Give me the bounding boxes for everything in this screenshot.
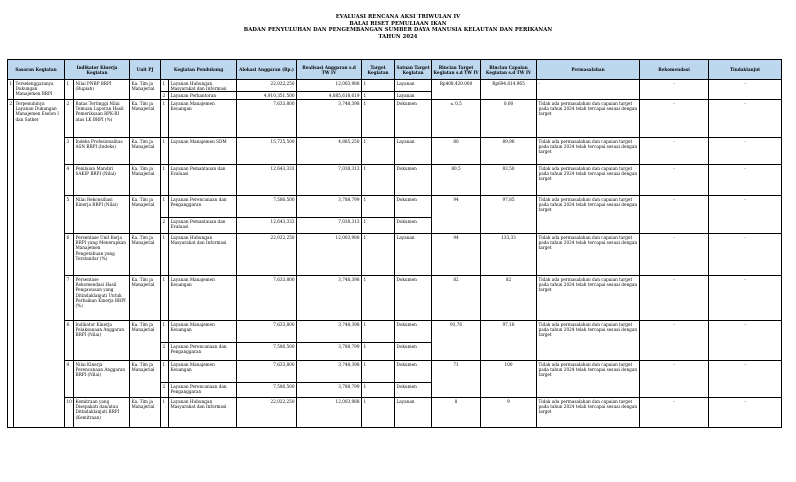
- kegiatan-name: Layanan Manajemen Keuangan: [169, 361, 237, 383]
- indikator-name: Nilai Kinerja Perencanaan Anggaran BRPI (Nilai): [74, 361, 130, 398]
- target-value: 1: [362, 383, 395, 398]
- header-kegiatan: Kegiatan Pendukung: [161, 60, 237, 80]
- realisasi-value: 3,748,398: [297, 361, 362, 383]
- alokasi-value: 7,633,800: [237, 100, 297, 138]
- target-value: 1: [362, 343, 395, 361]
- report-title-block: [0, 14, 796, 41]
- indikator-no: 3: [65, 138, 74, 165]
- realisasi-value: 3,748,398: [297, 100, 362, 138]
- report-year: TAHUN 2024: [378, 34, 418, 41]
- tindaklanjut-text: -: [709, 398, 782, 428]
- sasaran-no: 2: [8, 100, 14, 428]
- realisasi-value: 12,003,988: [297, 234, 362, 276]
- indikator-name: Persentase Unit Kerja BRPI yang Menerapkan Manajemen Pengetahuan yang Terstandar (%): [74, 234, 130, 276]
- table-row: [8, 100, 782, 138]
- table-row: [8, 276, 782, 321]
- tindaklanjut-text: -: [709, 100, 782, 138]
- indikator-no: 7: [65, 276, 74, 321]
- rincian-capaian-value: 82: [481, 276, 537, 321]
- kegiatan-no: 1: [161, 138, 169, 165]
- rincian-target-value: ≤ 0,5: [432, 100, 481, 138]
- tindaklanjut-text: -: [709, 321, 782, 361]
- satuan-value: Dokumen: [395, 321, 432, 343]
- alokasi-value: 7,586,500: [237, 196, 297, 218]
- permasalahan-text: Tidak ada permasalahan dan capaian target pada tahun 2024 telah tercapai sesuai dengan target: [537, 276, 640, 321]
- alokasi-value: 22,022,250: [237, 398, 297, 428]
- satuan-value: Dokumen: [395, 218, 432, 234]
- target-value: 1: [362, 234, 395, 276]
- unit-pj: Ka. Tim ja Manajerial: [130, 234, 161, 276]
- permasalahan-text: Tidak ada permasalahan dan capaian target pada tahun 2024 telah tercapai sesuai dengan target: [537, 196, 640, 234]
- rincian-target-value: 71: [432, 361, 481, 398]
- permasalahan-text: Tidak ada permasalahan dan capaian target pada tahun 2024 telah tercapai sesuai dengan target: [537, 100, 640, 138]
- satuan-value: Dokumen: [395, 100, 432, 138]
- indikator-no: 5: [65, 196, 74, 234]
- alokasi-value: 7,633,800: [237, 276, 297, 321]
- table-row: [8, 361, 782, 383]
- kegiatan-name: Layanan Pemantauan dan Evaluasi: [169, 165, 237, 196]
- indikator-no: 10: [65, 398, 74, 428]
- indikator-no: 2: [65, 100, 74, 138]
- permasalahan-text: Tidak ada permasalahan dan capaian target pada tahun 2024 telah tercapai sesuai dengan target: [537, 321, 640, 361]
- rincian-target-value: 93,76: [432, 321, 481, 361]
- alokasi-value: 7,586,500: [237, 383, 297, 398]
- satuan-value: Dokumen: [395, 361, 432, 383]
- rekomendasi-text: -: [640, 100, 709, 138]
- realisasi-value: 12,003,988: [297, 398, 362, 428]
- target-value: 1: [362, 100, 395, 138]
- kegiatan-name: Layanan Manajemen Keuangan: [169, 276, 237, 321]
- indikator-name: Nilai Rekonsiliasi Kinerja BRPI (Nilai): [74, 196, 130, 234]
- rincian-capaian-value: 100: [481, 361, 537, 398]
- tindaklanjut-text: -: [709, 276, 782, 321]
- target-value: 1: [362, 92, 395, 100]
- tindaklanjut-text: -: [709, 165, 782, 196]
- unit-pj: Ka. Tim ja Manajerial: [130, 138, 161, 165]
- indikator-name: Persentase Rekomendasi Hasil Pengawasan yang Ditindaklanjuti Untuk Perbaikan Kinerja BRPI (%): [74, 276, 130, 321]
- permasalahan-text: Tidak ada permasalahan dan capaian target pada tahun 2024 telah tercapai sesuai dengan target: [537, 138, 640, 165]
- indikator-no: 4: [65, 165, 74, 196]
- permasalahan-text: Tidak ada permasalahan dan capaian target pada tahun 2024 telah tercapai sesuai dengan target: [537, 165, 640, 196]
- alokasi-value: 12,643,333: [237, 218, 297, 234]
- alokasi-value: 7,633,800: [237, 361, 297, 383]
- rincian-target-value: 94: [432, 234, 481, 276]
- header-unit: Unit PJ: [130, 60, 161, 80]
- realisasi-value: 4,885,250: [297, 138, 362, 165]
- target-value: 1: [362, 80, 395, 92]
- report-institution: BALAI RISET PEMULIAAN IKAN: [349, 20, 447, 27]
- target-value: 1: [362, 138, 395, 165]
- rincian-target-value: 94: [432, 196, 481, 234]
- kegiatan-no: 1: [161, 276, 169, 321]
- kegiatan-no: 1: [161, 234, 169, 276]
- satuan-value: Layanan: [395, 80, 432, 92]
- rekomendasi-text: -: [640, 138, 709, 165]
- table-body: [8, 80, 782, 428]
- rekomendasi-text: -: [640, 361, 709, 398]
- rincian-capaian-value: 89,96: [481, 138, 537, 165]
- satuan-value: Layanan: [395, 398, 432, 428]
- table-row: [8, 398, 782, 428]
- evaluation-table: [7, 59, 782, 428]
- unit-pj: Ka. Tim ja Manajerial: [130, 276, 161, 321]
- rekomendasi-text: -: [640, 276, 709, 321]
- kegiatan-name: Layanan Perencanaan dan Penganggaran: [169, 383, 237, 398]
- realisasi-value: 12,003,988: [297, 80, 362, 92]
- satuan-value: Dokumen: [395, 276, 432, 321]
- table-row: [8, 80, 782, 92]
- indikator-name: Nilai PNBP BRPI (Rupiah): [74, 80, 130, 100]
- kegiatan-no: 2: [161, 343, 169, 361]
- alokasi-value: 4,910,351,500: [237, 92, 297, 100]
- rekomendasi-text: -: [640, 165, 709, 196]
- alokasi-value: 22,022,250: [237, 80, 297, 92]
- report-title: EVALUASI RENCANA AKSI TRIWULAN IV: [335, 14, 461, 20]
- unit-pj: Ka. Tim ja Manajerial: [130, 80, 161, 100]
- kegiatan-no: 1: [161, 165, 169, 196]
- realisasi-value: 7,038,313: [297, 165, 362, 196]
- rincian-capaian-value: 97,16: [481, 321, 537, 361]
- header-sasaran: Sasaran Kegiatan: [8, 60, 65, 80]
- realisasi-value: 7,038,313: [297, 218, 362, 234]
- realisasi-value: 3,788,799: [297, 343, 362, 361]
- kegiatan-no: 2: [161, 383, 169, 398]
- indikator-name: Indikator Kinerja Pelaksanaan Anggaran BRPI (Nilai): [74, 321, 130, 361]
- rincian-target-value: Rp408.420.000: [432, 80, 481, 100]
- kegiatan-no: 1: [161, 196, 169, 218]
- kegiatan-no: 1: [161, 80, 169, 92]
- kegiatan-no: 1: [161, 398, 169, 428]
- rekomendasi-text: -: [640, 196, 709, 234]
- satuan-value: Layanan: [395, 234, 432, 276]
- rincian-capaian-value: 83,50: [481, 165, 537, 196]
- indikator-name: Kemitraan yang Disepakati dan/atau Ditindaklanjuti BRPI (Kemitraan): [74, 398, 130, 428]
- rincian-capaian-value: Rp694.814.965: [481, 80, 537, 100]
- tindaklanjut-text: -: [709, 80, 782, 100]
- header-permasalahan: Permasalahan: [537, 60, 640, 80]
- unit-pj: Ka. Tim ja Manajerial: [130, 361, 161, 398]
- permasalahan-text: Tidak ada permasalahan dan capaian target pada tahun 2024 telah tercapai sesuai dengan target: [537, 398, 640, 428]
- indikator-no: 8: [65, 321, 74, 361]
- alokasi-value: 7,633,800: [237, 321, 297, 343]
- kegiatan-name: Layanan Manajemen Keuangan: [169, 100, 237, 138]
- indikator-name: Indeks Profesionalitas ASN BRPI (Indeks): [74, 138, 130, 165]
- realisasi-value: 3,748,398: [297, 321, 362, 343]
- table-row: [8, 234, 782, 276]
- satuan-value: Layanan: [395, 92, 432, 100]
- tindaklanjut-text: -: [709, 234, 782, 276]
- rincian-capaian-value: 0,00: [481, 100, 537, 138]
- table-row: [8, 196, 782, 218]
- satuan-value: Dokumen: [395, 165, 432, 196]
- unit-pj: Ka. Tim ja Manajerial: [130, 196, 161, 234]
- kegiatan-name: Layanan Hubungan Masyarakat dan Informasi: [169, 234, 237, 276]
- rincian-capaian-value: 97,85: [481, 196, 537, 234]
- unit-pj: Ka. Tim ja Manajerial: [130, 321, 161, 361]
- rekomendasi-text: -: [640, 321, 709, 361]
- kegiatan-name: Layanan Hubungan Masyarakat dan Informasi: [169, 398, 237, 428]
- rincian-capaian-value: 133,33: [481, 234, 537, 276]
- alokasi-value: 22,022,250: [237, 234, 297, 276]
- target-value: 1: [362, 276, 395, 321]
- rincian-capaian-value: 9: [481, 398, 537, 428]
- table-header-row: [8, 60, 782, 80]
- alokasi-value: 12,643,333: [237, 165, 297, 196]
- target-value: 1: [362, 218, 395, 234]
- rincian-target-value: 80,5: [432, 165, 481, 196]
- kegiatan-name: Layanan Perkantoran: [169, 92, 237, 100]
- kegiatan-name: Layanan Manajemen Keuangan: [169, 321, 237, 343]
- sasaran-text: Terpenuhinya Layanan Dukungan Manajemen Eselon I dan Satker: [14, 100, 65, 428]
- rekomendasi-text: -: [640, 234, 709, 276]
- header-rincian-target: Rincian Target Kegiatan s.d TW IV: [432, 60, 481, 80]
- satuan-value: Dokumen: [395, 383, 432, 398]
- table-row: [8, 138, 782, 165]
- kegiatan-name: Layanan Manajemen SDM: [169, 138, 237, 165]
- kegiatan-no: 1: [161, 321, 169, 343]
- table-row: [8, 321, 782, 343]
- indikator-no: 6: [65, 234, 74, 276]
- rekomendasi-text: -: [640, 80, 709, 100]
- permasalahan-text: -: [537, 80, 640, 100]
- header-rincian-capaian: Rincian Capaian Kegiatan s.d TW IV: [481, 60, 537, 80]
- indikator-name: Penilaian Mandiri SAKIP BRPI (Nilai): [74, 165, 130, 196]
- target-value: 1: [362, 196, 395, 218]
- rincian-target-value: 8: [432, 398, 481, 428]
- kegiatan-no: 2: [161, 218, 169, 234]
- satuan-value: Layanan: [395, 138, 432, 165]
- realisasi-value: 4,885,618,619: [297, 92, 362, 100]
- table-row: [8, 165, 782, 196]
- alokasi-value: 15,725,500: [237, 138, 297, 165]
- alokasi-value: 7,586,500: [237, 343, 297, 361]
- kegiatan-no: 1: [161, 100, 169, 138]
- header-satuan: Satuan Target Kegiatan: [395, 60, 432, 80]
- unit-pj: Ka. Tim ja Manajerial: [130, 100, 161, 138]
- satuan-value: Dokumen: [395, 343, 432, 361]
- permasalahan-text: Tidak ada permasalahan dan capaian target pada tahun 2024 telah tercapai sesuai dengan target: [537, 361, 640, 398]
- report-agency: BADAN PENYULUHAN DAN PENGEMBANGAN SUMBER DAYA MANUSIA KELAUTAN DAN PERIKANAN: [243, 27, 553, 34]
- target-value: 1: [362, 321, 395, 343]
- realisasi-value: 3,788,799: [297, 383, 362, 398]
- tindaklanjut-text: -: [709, 361, 782, 398]
- header-tindaklanjut: Tindaklanjut: [709, 60, 782, 80]
- kegiatan-no: 2: [161, 92, 169, 100]
- tindaklanjut-text: -: [709, 196, 782, 234]
- rincian-target-value: 82: [432, 276, 481, 321]
- rincian-target-value: 80: [432, 138, 481, 165]
- unit-pj: Ka. Tim ja Manajerial: [130, 165, 161, 196]
- header-rekomendasi: Rekomendasi: [640, 60, 709, 80]
- kegiatan-name: Layanan Hubungan Masyarakat dan Informasi: [169, 80, 237, 92]
- unit-pj: Ka. Tim ja Manajerial: [130, 398, 161, 428]
- kegiatan-no: 1: [161, 361, 169, 383]
- kegiatan-name: Layanan Perencanaan dan Penganggaran: [169, 196, 237, 218]
- header-indikator: Indikator Kinerja Kegiatan: [65, 60, 130, 80]
- header-alokasi: Alokasi Anggaran (Rp.): [237, 60, 297, 80]
- satuan-value: Dokumen: [395, 196, 432, 218]
- kegiatan-name: Layanan Perencanaan dan Penganggaran: [169, 343, 237, 361]
- target-value: 1: [362, 165, 395, 196]
- target-value: 1: [362, 398, 395, 428]
- header-realisasi: Realisasi Anggaran s.d TW IV: [297, 60, 362, 80]
- realisasi-value: 3,788,799: [297, 196, 362, 218]
- target-value: 1: [362, 361, 395, 383]
- realisasi-value: 3,748,398: [297, 276, 362, 321]
- rekomendasi-text: -: [640, 398, 709, 428]
- sasaran-text: Terselenggaranya Dukungan Manajemen BRPI: [14, 80, 65, 100]
- indikator-no: 1: [65, 80, 74, 100]
- kegiatan-name: Layanan Pemantauan dan Evaluasi: [169, 218, 237, 234]
- header-target: Target Kegiatan: [362, 60, 395, 80]
- permasalahan-text: Tidak ada permasalahan dan capaian target pada tahun 2024 telah tercapai sesuai dengan target: [537, 234, 640, 276]
- indikator-no: 9: [65, 361, 74, 398]
- indikator-name: Batas Tertinggi Nilai Temuan Laporan Hasil Pemeriksaan BPK-RI atas LK BRPI (%): [74, 100, 130, 138]
- sasaran-no: 1: [8, 80, 14, 100]
- tindaklanjut-text: -: [709, 138, 782, 165]
